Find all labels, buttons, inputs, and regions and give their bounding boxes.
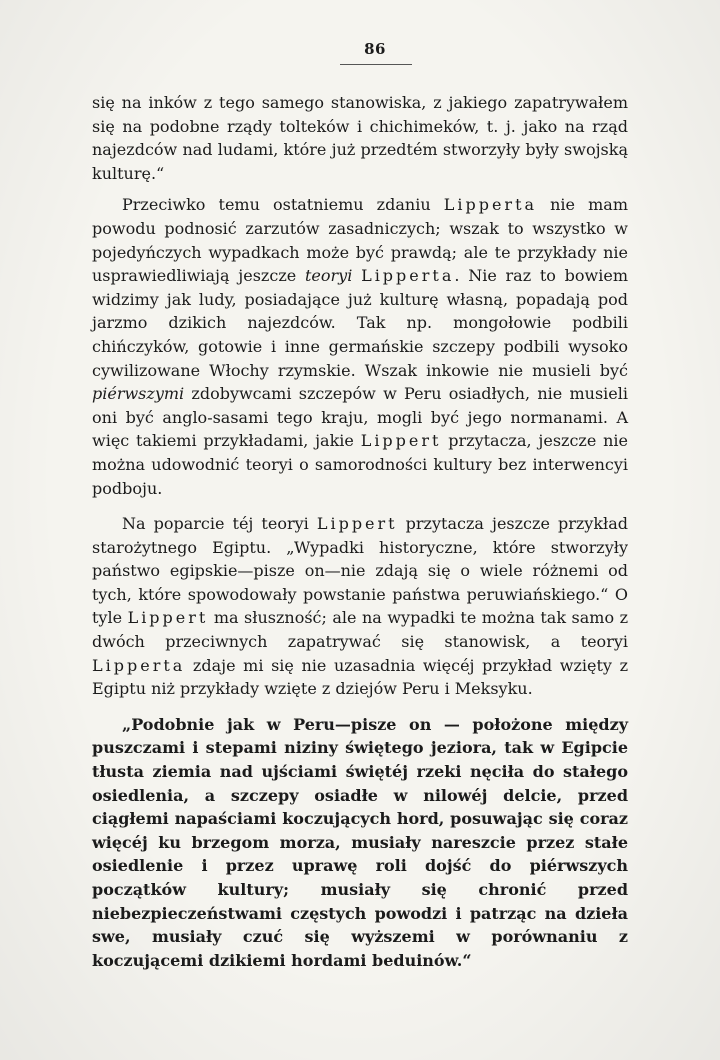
author-name: Lipperta <box>443 195 538 215</box>
header-rule <box>340 64 412 65</box>
italic-term: teoryi <box>304 266 353 286</box>
author-name: Lipperta <box>92 655 186 675</box>
text-span: zdaje mi się nie uzasadnia więcéj przykład wzięty z Egiptu niż przykłady wzięte z dziejów Peru i Meksyku. <box>92 655 628 699</box>
text-span: nie mam powodu podnosić zarzutów zasadniczych; wszak to wszystko w pojedyńczych wypadkach może być prawdą; ale te przykłady nie usprawiedliwiają jeszcze <box>92 195 628 286</box>
body-text <box>92 91 628 972</box>
text-span: przytacza, jeszcze nie można udowodnić teoryi o samorodności kultury bez interwencyi podboju. <box>92 431 629 498</box>
italic-term: piérwszymi <box>92 384 185 404</box>
paragraph-3 <box>92 512 628 701</box>
author-name: Lipperta <box>361 266 455 286</box>
paragraph-2 <box>92 193 628 500</box>
paragraph-1: się na inków z tego samego stanowiska, z jakiego zapatrywałem się na podobne rządy tolteków i chichimeków, t. j. jako na rząd najezdców nad ludami, które już przedtém stworzyły były swojską kulturę.“ <box>92 93 628 183</box>
text-span: zdobywcami szczepów w Peru osiadłych, nie musieli oni być anglo-sasami tego kraju, mogli być jego normanami. A więc takiemi przykładami, jakie <box>92 384 628 451</box>
author-name: Lippert <box>316 514 398 534</box>
text-span: . Nie raz to bowiem widzimy jak ludy, posiadające już kulturę własną, popadają pod jarzmo dzikich najezdców. Tak np. mongołowie podbili chińczyków, gotowie i inne germańskie szczepy podbili wysoko cywilizowane Włochy rzymskie. Wszak inkowie nie musieli być <box>92 266 629 380</box>
text-span: przytacza jeszcze przykład starożytnego Egiptu. „Wypadki historyczne, które stworzyły państwo egipskie—pisze on—nie zdają się o wiele różnemi od tych, które spowodowały powstanie państwa peruwiańskiego.“ O tyle <box>92 514 628 628</box>
text-span: ma słuszność; ale na wypadki te można tak samo z dwóch przeciwnych zapatrywać się stanowisk, a teoryi <box>92 608 629 652</box>
page-number: 86 <box>364 40 386 58</box>
author-name: Lippert <box>360 431 442 451</box>
text-span <box>352 266 361 285</box>
text-span: Przeciwko temu ostatniemu zdaniu <box>122 195 444 215</box>
author-name: Lippert <box>127 608 209 628</box>
paragraph-4-quote: „Podobnie jak w Peru—pisze on — położone między puszczami i stepami niziny świętego jeziora, tak w Egipcie tłusta ziemia nad ujściami świętéj rzeki nęciła do stałego osiedlenia, a szczepy osiadłe w nilowéj delcie, przed ciągłemi napaściami koczujących hord, posuwając się coraz więcéj ku brzegom morza, musiały nareszcie przez stałe osiedlenie i przez uprawę roli dojść do piérwszych początków kultury; musiały się chronić przed niebezpieczeństwami częstych powodzi i patrząc na dzieła swe, musiały czuć się wyższemi w porównaniu z koczującemi dzikiemi hordami beduinów.“ <box>92 714 628 970</box>
text-span: Na poparcie téj teoryi <box>122 514 317 534</box>
